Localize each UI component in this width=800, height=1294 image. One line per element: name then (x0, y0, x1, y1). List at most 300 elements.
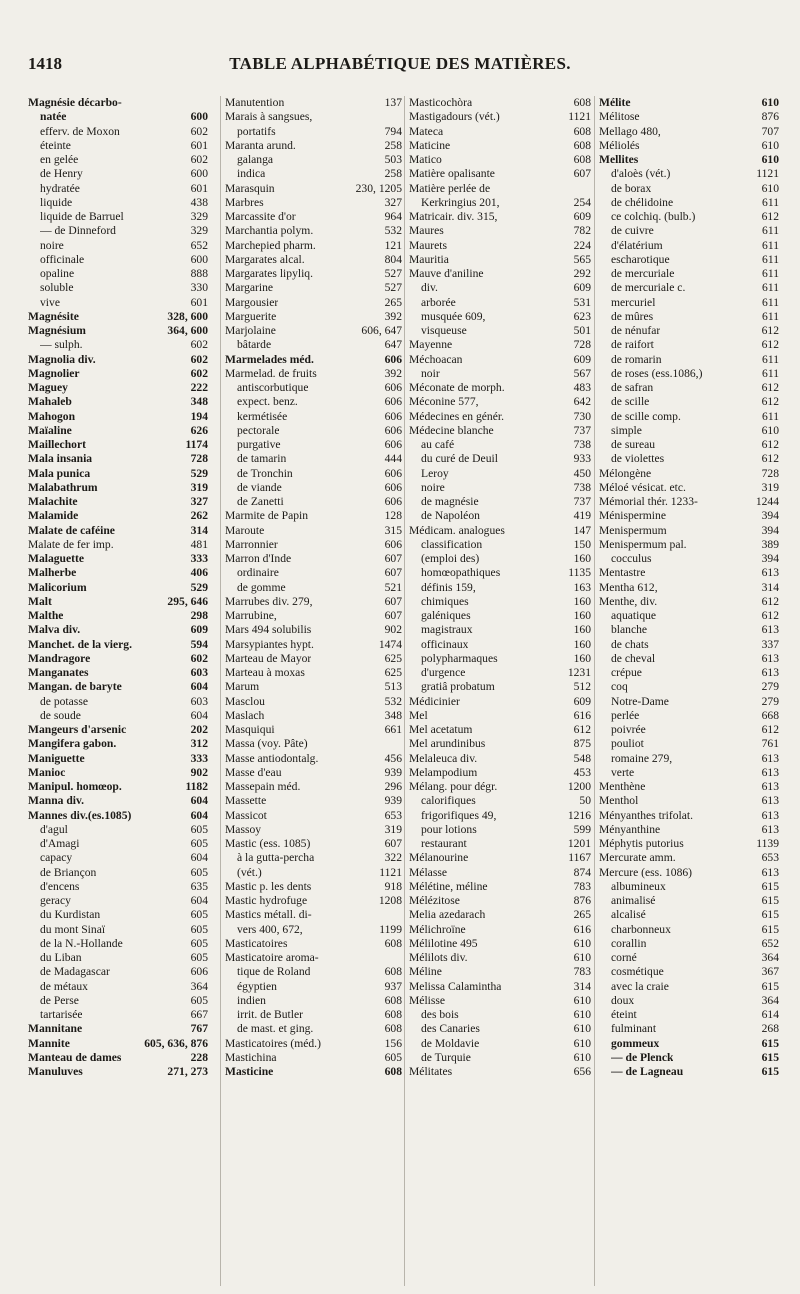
entry-term: de Madagascar (40, 965, 110, 979)
entry-pages: 529 (190, 466, 208, 480)
index-entry (409, 951, 591, 965)
entry-pages: 606 (384, 409, 402, 423)
entry-pages: 875 (573, 737, 591, 751)
entry-term: de la N.-Hollande (40, 936, 123, 950)
entry-pages: 450 (573, 466, 591, 480)
index-entry (599, 452, 779, 466)
index-entry (599, 296, 779, 310)
index-entry (409, 1022, 591, 1036)
index-entry (599, 880, 779, 894)
entry-pages: 602 (190, 352, 208, 366)
entry-term: de gomme (237, 580, 286, 594)
entry-term: Maurets (409, 238, 447, 252)
entry-pages: 392 (384, 309, 402, 323)
entry-pages: 615 (761, 908, 779, 922)
index-entry (409, 96, 591, 110)
entry-pages: 160 (573, 552, 591, 565)
index-entry (409, 723, 591, 737)
index-entry (599, 866, 779, 880)
index-entry (409, 467, 591, 481)
entry-term: magistraux (421, 623, 473, 637)
entry-pages: 483 (573, 381, 591, 394)
entry-pages: 319 (761, 480, 779, 494)
entry-term: gratiâ probatum (421, 680, 495, 694)
index-entry (225, 467, 402, 481)
index-entry (409, 196, 591, 210)
entry-pages: 603 (190, 694, 208, 708)
index-entry (599, 1051, 779, 1065)
entry-pages: 615 (761, 922, 779, 936)
index-entry (599, 695, 779, 709)
index-entry (28, 709, 208, 723)
entry-term: Malamide (28, 509, 79, 523)
entry-term: Massoy (225, 822, 262, 836)
entry-pages: 611 (762, 366, 779, 380)
index-entry (28, 723, 208, 737)
entry-term: de Turquie (421, 1050, 471, 1064)
entry-pages: 160 (573, 651, 591, 665)
index-entry (28, 324, 208, 338)
entry-pages: 606 (384, 352, 402, 366)
entry-term: aquatique (611, 609, 657, 622)
entry-pages: 605 (384, 1050, 402, 1064)
index-column-2 (220, 96, 402, 1286)
index-entry (409, 965, 591, 979)
entry-pages: 600 (190, 167, 208, 181)
index-entry (599, 281, 779, 295)
entry-pages: 608 (384, 936, 402, 950)
index-entry (225, 723, 402, 737)
index-entry (599, 908, 779, 922)
index-entry (28, 581, 208, 595)
entry-term: Médecine blanche (409, 423, 494, 437)
index-entry (225, 267, 402, 281)
entry-term: Menispermum pal. (599, 537, 687, 551)
entry-term: Malate de fer imp. (28, 537, 114, 551)
entry-pages: 611 (762, 352, 779, 366)
entry-term: du curé de Deuil (421, 452, 498, 466)
entry-term: Maures (409, 224, 444, 238)
entry-term: Mélilotine 495 (409, 936, 478, 950)
index-entry (225, 965, 402, 979)
entry-term: de cheval (611, 651, 656, 665)
entry-pages: 612 (761, 324, 779, 337)
index-entry (225, 609, 402, 623)
index-entry (599, 794, 779, 808)
entry-term: (vét.) (237, 865, 262, 879)
entry-pages: 1231 (567, 666, 591, 679)
index-entry (599, 524, 779, 538)
entry-pages: 601 (190, 181, 208, 195)
entry-pages: 314 (761, 580, 779, 594)
entry-pages: 610 (573, 1022, 591, 1036)
entry-term: Masticatoires (225, 936, 288, 950)
index-entry (28, 823, 208, 837)
entry-term: Malachite (28, 495, 78, 508)
index-entry (28, 167, 208, 181)
entry-pages: 611 (762, 238, 779, 252)
index-entry (599, 495, 779, 509)
entry-term: Marteau de Mayor (225, 651, 312, 665)
index-entry (599, 110, 779, 124)
entry-term: soluble (40, 281, 74, 295)
index-entry (599, 253, 779, 267)
index-entry (409, 680, 591, 694)
entry-pages: 319 (384, 822, 402, 836)
index-entry (28, 980, 208, 994)
index-entry (28, 965, 208, 979)
index-entry (409, 837, 591, 851)
entry-pages: 258 (384, 138, 402, 152)
entry-term: de magnésie (421, 495, 479, 508)
index-entry (409, 395, 591, 409)
index-entry (409, 980, 591, 994)
entry-pages: 728 (190, 452, 208, 466)
index-entry (225, 737, 402, 751)
index-entry (409, 880, 591, 894)
entry-term: Marrubine, (225, 609, 277, 622)
index-entry (225, 1037, 402, 1051)
entry-pages: 612 (761, 452, 779, 466)
index-entry (225, 837, 402, 851)
entry-pages: 613 (761, 566, 779, 580)
entry-term: cocculus (611, 552, 652, 565)
entry-term: Masticatoires (méd.) (225, 1036, 321, 1050)
entry-pages: 605, 636, 876 (144, 1036, 208, 1050)
entry-term: portatifs (237, 124, 276, 138)
entry-pages: 1216 (567, 808, 591, 822)
entry-pages: 623 (573, 309, 591, 323)
index-entry (409, 410, 591, 424)
entry-term: indien (237, 993, 266, 1007)
entry-term: Mélézitose (409, 894, 460, 907)
entry-term: Masclou (225, 694, 265, 708)
entry-pages: 603 (190, 666, 208, 679)
entry-term: natée (40, 110, 67, 124)
entry-term: Menthol (599, 794, 639, 808)
entry-term: Masquiqui (225, 723, 275, 736)
entry-term: Mahogon (28, 409, 76, 423)
entry-term: Mala insania (28, 452, 93, 466)
entry-pages: 254 (573, 195, 591, 209)
entry-pages: 625 (384, 666, 402, 679)
entry-term: poivrée (611, 723, 646, 736)
entry-term: Médicinier (409, 694, 460, 708)
entry-term: noire (421, 480, 445, 494)
index-entry (409, 794, 591, 808)
index-entry (599, 139, 779, 153)
entry-pages: 337 (761, 637, 779, 651)
index-entry (409, 167, 591, 181)
entry-pages: 610 (573, 1050, 591, 1064)
entry-term: Matière opalisante (409, 167, 495, 181)
index-entry (28, 780, 208, 794)
entry-pages: 606 (384, 423, 402, 437)
entry-pages: 609 (573, 281, 591, 295)
entry-term: de viande (237, 480, 282, 494)
index-entry (599, 923, 779, 937)
entry-term: tartarisée (40, 1008, 83, 1021)
entry-term: d'aloès (vét.) (611, 167, 671, 181)
index-entry (28, 752, 208, 766)
entry-term: hydratée (40, 181, 80, 195)
index-entry (599, 224, 779, 238)
index-entry (28, 395, 208, 409)
entry-pages: 738 (573, 480, 591, 494)
entry-pages: 230, 1205 (355, 181, 402, 195)
entry-term: blanche (611, 623, 648, 637)
index-entry (409, 823, 591, 837)
entry-pages: 613 (761, 780, 779, 793)
entry-term: Mélang. pour dégr. (409, 780, 498, 793)
index-entry (599, 737, 779, 751)
entry-term: Maillechort (28, 438, 86, 451)
index-entry (28, 367, 208, 381)
entry-term: Mastichina (225, 1050, 277, 1064)
entry-term: Menthène (599, 780, 646, 793)
entry-pages: 194 (190, 409, 208, 423)
entry-term: Mellites (599, 153, 639, 166)
entry-term: Menthe, div. (599, 594, 658, 608)
entry-term: de chélidoine (611, 195, 674, 209)
entry-term: Mastigadours (vét.) (409, 110, 500, 124)
entry-pages: 612 (761, 395, 779, 409)
entry-pages: 610 (573, 1036, 591, 1050)
entry-term: calorifiques (421, 794, 476, 808)
entry-pages: 606, 647 (361, 324, 402, 337)
entry-term: Manna div. (28, 794, 85, 808)
entry-term: ce colchiq. (bulb.) (611, 210, 696, 223)
entry-pages: 604 (190, 794, 208, 808)
index-entry (225, 695, 402, 709)
entry-pages: 635 (190, 879, 208, 893)
entry-pages: 604 (190, 808, 208, 822)
entry-term: en gelée (40, 153, 79, 166)
index-entry (28, 509, 208, 523)
entry-term: Mangifera gabon. (28, 737, 117, 751)
index-entry (225, 452, 402, 466)
entry-term: Mélitates (409, 1065, 453, 1078)
entry-term: d'urgence (421, 666, 466, 679)
entry-term: du Liban (40, 951, 82, 964)
index-entry (225, 167, 402, 181)
entry-pages: 605 (190, 837, 208, 850)
index-entry (225, 709, 402, 723)
entry-term: Mélilots div. (409, 951, 468, 964)
index-entry (28, 794, 208, 808)
entry-pages: 668 (761, 708, 779, 722)
index-entry (225, 495, 402, 509)
index-entry (28, 538, 208, 552)
entry-pages: 527 (384, 267, 402, 280)
entry-term: Malicorium (28, 580, 87, 594)
index-entry (599, 780, 779, 794)
entry-pages: 160 (573, 637, 591, 651)
entry-term: de nénufar (611, 324, 661, 337)
entry-term: Marguerite (225, 309, 277, 323)
entry-pages: 604 (190, 708, 208, 722)
entry-pages: 783 (573, 965, 591, 979)
entry-pages: 1121 (568, 110, 591, 124)
index-entry (28, 737, 208, 751)
entry-pages: 364 (761, 951, 779, 964)
index-entry (599, 609, 779, 623)
entry-term: Marteau à moxas (225, 666, 305, 679)
entry-term: d'encens (40, 879, 80, 893)
entry-pages: 128 (384, 509, 402, 523)
entry-term: Maguey (28, 381, 68, 394)
entry-pages: 314 (573, 979, 591, 993)
index-entry (28, 481, 208, 495)
entry-pages: 783 (573, 879, 591, 893)
index-entry (225, 524, 402, 538)
entry-pages: 609 (573, 694, 591, 708)
index-entry (28, 424, 208, 438)
entry-pages: 503 (384, 153, 402, 166)
index-entry (409, 581, 591, 595)
entry-pages: 707 (761, 124, 779, 138)
entry-pages: 567 (573, 366, 591, 380)
entry-pages: 608 (573, 138, 591, 152)
index-entry (28, 894, 208, 908)
entry-pages: 602 (190, 124, 208, 138)
entry-pages: 737 (573, 495, 591, 508)
entry-term: Mars 494 solubilis (225, 623, 312, 637)
entry-term: charbonneux (611, 922, 671, 936)
entry-pages: 615 (761, 1065, 779, 1078)
entry-pages: 605 (190, 865, 208, 879)
index-entry (28, 110, 208, 124)
entry-pages: 319 (190, 480, 208, 494)
index-entry (28, 652, 208, 666)
index-entry (28, 609, 208, 623)
entry-term: escharotique (611, 252, 670, 266)
entry-term: Marjolaine (225, 324, 276, 337)
index-entry (28, 1065, 208, 1079)
index-entry (409, 495, 591, 509)
index-entry (409, 267, 591, 281)
entry-term: Méconine 577, (409, 395, 479, 409)
index-entry (225, 1065, 402, 1079)
index-entry (28, 766, 208, 780)
index-entry (599, 210, 779, 224)
entry-term: chimiques (421, 594, 469, 608)
entry-pages: 661 (384, 723, 402, 736)
entry-term: classification (421, 537, 483, 551)
index-entry (225, 353, 402, 367)
entry-term: de borax (611, 181, 652, 195)
entry-pages: 513 (384, 680, 402, 694)
entry-pages: 613 (761, 751, 779, 765)
index-entry (225, 794, 402, 808)
entry-pages: 348 (190, 395, 208, 409)
entry-pages: 606 (384, 537, 402, 551)
index-entry (599, 837, 779, 851)
entry-term: de Napoléon (421, 509, 480, 523)
entry-term: Malthe (28, 609, 64, 622)
entry-term: de Perse (40, 993, 79, 1007)
entry-pages: 602 (190, 366, 208, 380)
index-entry (225, 153, 402, 167)
entry-term: Margousier (225, 295, 279, 309)
entry-term: Malabathrum (28, 480, 98, 494)
page-header (24, 54, 776, 78)
index-entry (409, 994, 591, 1008)
index-entry (28, 467, 208, 481)
index-entry (599, 167, 779, 181)
index-entry (28, 566, 208, 580)
index-entry (28, 680, 208, 694)
entry-term: de tamarin (237, 452, 287, 466)
index-entry (225, 780, 402, 794)
index-entry (28, 923, 208, 937)
entry-pages: 610 (573, 993, 591, 1007)
index-entry (409, 666, 591, 680)
index-entry (409, 1008, 591, 1022)
entry-pages: 604 (190, 894, 208, 907)
index-entry (599, 638, 779, 652)
entry-term: Magnolia div. (28, 352, 96, 366)
entry-pages: 298 (190, 609, 208, 622)
index-entry (409, 752, 591, 766)
entry-term: Marrubes div. 279, (225, 594, 313, 608)
index-entry (409, 737, 591, 751)
entry-pages: 1139 (756, 837, 779, 850)
entry-pages: 367 (761, 965, 779, 979)
entry-pages: 608 (573, 124, 591, 138)
index-entry (599, 680, 779, 694)
entry-term: pour lotions (421, 822, 477, 836)
entry-pages: 258 (384, 167, 402, 181)
entry-pages: 512 (573, 680, 591, 694)
entry-term: Magnolier (28, 366, 80, 380)
entry-pages: 228 (190, 1050, 208, 1064)
entry-term: Marasquin (225, 181, 275, 195)
index-column-1 (28, 96, 208, 1286)
entry-pages: 327 (190, 495, 208, 508)
entry-term: Melaleuca div. (409, 751, 478, 765)
entry-term: officinaux (421, 637, 469, 651)
entry-term: Méloé vésicat. etc. (599, 480, 686, 494)
entry-term: Masse d'eau (225, 765, 282, 779)
entry-pages: 612 (761, 438, 779, 451)
index-entry (28, 623, 208, 637)
index-entry (225, 923, 402, 937)
entry-term: Malate de caféine (28, 523, 115, 537)
entry-term: fulminant (611, 1022, 657, 1036)
entry-term: gommeux (611, 1036, 660, 1050)
entry-pages: 333 (190, 552, 208, 565)
entry-term: Mateca (409, 124, 444, 138)
index-entry (599, 125, 779, 139)
entry-term: Malaguette (28, 552, 85, 565)
entry-term: de safran (611, 381, 654, 394)
index-entry (28, 452, 208, 466)
entry-pages: 329 (190, 224, 208, 238)
index-entry (225, 851, 402, 865)
entry-term: crépue (611, 666, 642, 679)
entry-term: du Kurdistan (40, 908, 101, 922)
index-entry (28, 338, 208, 352)
entry-term: Mélétine, méline (409, 879, 488, 893)
entry-pages: 611 (762, 295, 779, 309)
index-entry (409, 239, 591, 253)
index-entry (599, 182, 779, 196)
entry-pages: 612 (573, 723, 591, 736)
entry-term: noir (421, 366, 440, 380)
index-entry (28, 310, 208, 324)
index-entry (225, 566, 402, 580)
